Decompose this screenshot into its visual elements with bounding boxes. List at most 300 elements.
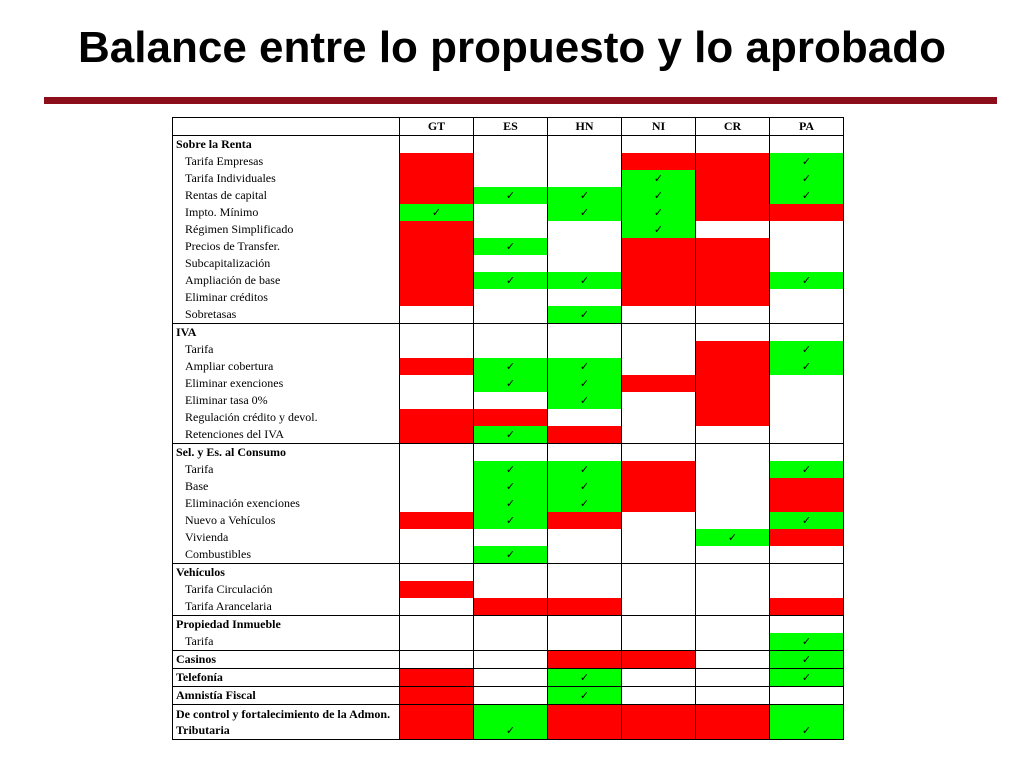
cell-hn (548, 461, 622, 478)
cell-gt (400, 705, 474, 740)
cell-pa (770, 598, 844, 616)
table-row (173, 170, 844, 187)
cell-cr (696, 392, 770, 409)
cell-ni (622, 495, 696, 512)
cell-es (474, 153, 548, 170)
cell-ni (622, 238, 696, 255)
cell-gt (400, 633, 474, 651)
col-header-pa: PA (770, 118, 844, 136)
checkmark-icon: ✓ (505, 514, 516, 527)
cell-hn (548, 581, 622, 598)
cell-pa (770, 289, 844, 306)
cell-es (474, 546, 548, 564)
cell-es (474, 581, 548, 598)
checkmark-icon: ✓ (801, 653, 812, 666)
cell-gt (400, 512, 474, 529)
row-label: Regulación crédito y devol. (173, 409, 400, 426)
cell-ni (622, 153, 696, 170)
row-label: Tarifa Circulación (173, 581, 400, 598)
table-body (173, 136, 844, 740)
cell-pa (770, 426, 844, 444)
cell-hn (548, 170, 622, 187)
row-label: Tarifa Empresas (173, 153, 400, 170)
row-label: Subcapitalización (173, 255, 400, 272)
row-label: Vivienda (173, 529, 400, 546)
cell-ni (622, 651, 696, 669)
cell-hn (548, 546, 622, 564)
cell-ni (622, 375, 696, 392)
checkmark-icon: ✓ (801, 343, 812, 356)
row-label: Régimen Simplificado (173, 221, 400, 238)
checkmark-icon: ✓ (579, 689, 590, 702)
cell-gt (400, 598, 474, 616)
row-label: Eliminar créditos (173, 289, 400, 306)
cell-es (474, 598, 548, 616)
checkmark-icon: ✓ (505, 724, 516, 737)
cell-ni (622, 687, 696, 705)
row-label: Base (173, 478, 400, 495)
table-row (173, 221, 844, 238)
cell-cr (696, 170, 770, 187)
cell-hn (548, 444, 622, 462)
table-row (173, 633, 844, 651)
cell-pa (770, 669, 844, 687)
cell-pa (770, 478, 844, 495)
cell-pa (770, 651, 844, 669)
cell-gt (400, 669, 474, 687)
checkmark-icon: ✓ (579, 189, 590, 202)
cell-pa (770, 461, 844, 478)
cell-cr (696, 669, 770, 687)
cell-es (474, 306, 548, 324)
cell-hn (548, 495, 622, 512)
cell-ni (622, 461, 696, 478)
cell-pa (770, 187, 844, 204)
cell-cr (696, 272, 770, 289)
cell-cr (696, 341, 770, 358)
cell-ni (622, 598, 696, 616)
checkmark-icon: ✓ (431, 206, 442, 219)
table-row (173, 358, 844, 375)
checkmark-icon: ✓ (801, 155, 812, 168)
cell-cr (696, 633, 770, 651)
section-label: Casinos (173, 651, 400, 669)
table-row (173, 392, 844, 409)
section-label: De control y fortalecimiento de la Admon. Tributaria (173, 705, 400, 740)
cell-es (474, 136, 548, 154)
cell-es (474, 341, 548, 358)
cell-pa (770, 495, 844, 512)
cell-ni (622, 255, 696, 272)
table-row (173, 153, 844, 170)
checkmark-icon: ✓ (505, 274, 516, 287)
cell-pa (770, 358, 844, 375)
cell-es (474, 392, 548, 409)
checkmark-icon: ✓ (801, 274, 812, 287)
cell-cr (696, 153, 770, 170)
section-label: Amnistía Fiscal (173, 687, 400, 705)
cell-hn (548, 255, 622, 272)
cell-pa (770, 170, 844, 187)
checkmark-icon: ✓ (505, 480, 516, 493)
cell-hn (548, 324, 622, 342)
cell-ni (622, 564, 696, 582)
cell-gt (400, 529, 474, 546)
cell-cr (696, 598, 770, 616)
cell-gt (400, 392, 474, 409)
cell-pa (770, 564, 844, 582)
cell-cr (696, 306, 770, 324)
checkmark-icon: ✓ (579, 206, 590, 219)
row-label: Sobretasas (173, 306, 400, 324)
cell-pa (770, 272, 844, 289)
cell-es (474, 512, 548, 529)
header-blank (173, 118, 400, 136)
checkmark-icon: ✓ (579, 480, 590, 493)
cell-es (474, 204, 548, 221)
table-section-row (173, 136, 844, 154)
cell-es (474, 255, 548, 272)
row-label: Tarifa Arancelaria (173, 598, 400, 616)
cell-gt (400, 687, 474, 705)
cell-gt (400, 221, 474, 238)
cell-cr (696, 512, 770, 529)
row-label: Nuevo a Vehículos (173, 512, 400, 529)
section-label: Sobre la Renta (173, 136, 400, 154)
cell-ni (622, 633, 696, 651)
cell-ni (622, 529, 696, 546)
cell-cr (696, 461, 770, 478)
cell-hn (548, 633, 622, 651)
table-section-row (173, 687, 844, 705)
cell-hn (548, 409, 622, 426)
section-label: Sel. y Es. al Consumo (173, 444, 400, 462)
cell-ni (622, 392, 696, 409)
table-header-row (173, 118, 844, 136)
cell-cr (696, 478, 770, 495)
cell-pa (770, 375, 844, 392)
cell-ni (622, 289, 696, 306)
cell-pa (770, 616, 844, 634)
checkmark-icon: ✓ (801, 724, 812, 737)
cell-es (474, 170, 548, 187)
cell-cr (696, 546, 770, 564)
row-label: Tarifa Individuales (173, 170, 400, 187)
table-row (173, 255, 844, 272)
cell-gt (400, 289, 474, 306)
checkmark-icon: ✓ (505, 360, 516, 373)
row-label: Tarifa (173, 461, 400, 478)
cell-cr (696, 358, 770, 375)
cell-pa (770, 221, 844, 238)
cell-gt (400, 255, 474, 272)
cell-hn (548, 478, 622, 495)
checkmark-icon: ✓ (579, 497, 590, 510)
cell-cr (696, 238, 770, 255)
checkmark-icon: ✓ (505, 189, 516, 202)
cell-ni (622, 616, 696, 634)
balance-table (172, 117, 844, 740)
cell-hn (548, 238, 622, 255)
table-row (173, 598, 844, 616)
checkmark-icon: ✓ (801, 172, 812, 185)
section-label: Telefonía (173, 669, 400, 687)
cell-hn (548, 705, 622, 740)
table-section-row (173, 669, 844, 687)
cell-es (474, 272, 548, 289)
cell-hn (548, 529, 622, 546)
cell-es (474, 324, 548, 342)
checkmark-icon: ✓ (505, 463, 516, 476)
cell-pa (770, 204, 844, 221)
table-section-row (173, 444, 844, 462)
row-label: Ampliar cobertura (173, 358, 400, 375)
cell-cr (696, 581, 770, 598)
cell-es (474, 495, 548, 512)
table-section-row (173, 651, 844, 669)
cell-cr (696, 289, 770, 306)
cell-gt (400, 495, 474, 512)
cell-es (474, 564, 548, 582)
cell-es (474, 444, 548, 462)
cell-gt (400, 187, 474, 204)
cell-gt (400, 444, 474, 462)
cell-ni (622, 512, 696, 529)
table-row (173, 306, 844, 324)
checkmark-icon: ✓ (801, 671, 812, 684)
cell-es (474, 687, 548, 705)
cell-gt (400, 478, 474, 495)
section-label: Vehículos (173, 564, 400, 582)
cell-hn (548, 358, 622, 375)
table-row (173, 341, 844, 358)
cell-pa (770, 136, 844, 154)
cell-cr (696, 495, 770, 512)
cell-pa (770, 392, 844, 409)
cell-pa (770, 529, 844, 546)
cell-pa (770, 581, 844, 598)
cell-es (474, 426, 548, 444)
cell-ni (622, 669, 696, 687)
cell-cr (696, 564, 770, 582)
row-label: Combustibles (173, 546, 400, 564)
checkmark-icon: ✓ (653, 223, 664, 236)
cell-hn (548, 669, 622, 687)
cell-cr (696, 651, 770, 669)
page-title: Balance entre lo propuesto y lo aprobado (78, 23, 946, 72)
col-header-gt: GT (400, 118, 474, 136)
cell-pa (770, 633, 844, 651)
checkmark-icon: ✓ (727, 531, 738, 544)
table-row (173, 272, 844, 289)
cell-ni (622, 426, 696, 444)
cell-es (474, 529, 548, 546)
cell-hn (548, 564, 622, 582)
checkmark-icon: ✓ (579, 274, 590, 287)
cell-hn (548, 204, 622, 221)
cell-pa (770, 512, 844, 529)
checkmark-icon: ✓ (579, 463, 590, 476)
cell-es (474, 358, 548, 375)
cell-ni (622, 358, 696, 375)
cell-cr (696, 409, 770, 426)
cell-gt (400, 272, 474, 289)
row-label: Ampliación de base (173, 272, 400, 289)
cell-ni (622, 478, 696, 495)
section-label: Propiedad Inmueble (173, 616, 400, 634)
cell-cr (696, 255, 770, 272)
table-section-row (173, 616, 844, 634)
checkmark-icon: ✓ (505, 377, 516, 390)
cell-es (474, 238, 548, 255)
cell-pa (770, 687, 844, 705)
checkmark-icon: ✓ (579, 394, 590, 407)
table-row (173, 461, 844, 478)
cell-gt (400, 546, 474, 564)
cell-cr (696, 529, 770, 546)
cell-pa (770, 546, 844, 564)
table-section-row (173, 564, 844, 582)
table-row (173, 426, 844, 444)
cell-gt (400, 461, 474, 478)
cell-cr (696, 444, 770, 462)
cell-hn (548, 392, 622, 409)
table-row (173, 529, 844, 546)
table-row (173, 478, 844, 495)
checkmark-icon: ✓ (801, 360, 812, 373)
cell-ni (622, 136, 696, 154)
cell-pa (770, 238, 844, 255)
cell-cr (696, 187, 770, 204)
cell-cr (696, 687, 770, 705)
cell-es (474, 669, 548, 687)
cell-pa (770, 306, 844, 324)
cell-hn (548, 512, 622, 529)
cell-cr (696, 136, 770, 154)
cell-ni (622, 272, 696, 289)
cell-es (474, 409, 548, 426)
table-section-row (173, 705, 844, 740)
cell-pa (770, 153, 844, 170)
checkmark-icon: ✓ (505, 240, 516, 253)
checkmark-icon: ✓ (801, 189, 812, 202)
row-label: Precios de Transfer. (173, 238, 400, 255)
checkmark-icon: ✓ (579, 360, 590, 373)
cell-hn (548, 341, 622, 358)
cell-pa (770, 255, 844, 272)
col-header-cr: CR (696, 118, 770, 136)
cell-cr (696, 616, 770, 634)
section-label: IVA (173, 324, 400, 342)
cell-hn (548, 426, 622, 444)
cell-es (474, 616, 548, 634)
cell-es (474, 221, 548, 238)
checkmark-icon: ✓ (579, 377, 590, 390)
cell-pa (770, 324, 844, 342)
cell-hn (548, 687, 622, 705)
cell-ni (622, 705, 696, 740)
checkmark-icon: ✓ (579, 308, 590, 321)
cell-gt (400, 306, 474, 324)
checkmark-icon: ✓ (505, 497, 516, 510)
row-label: Rentas de capital (173, 187, 400, 204)
cell-hn (548, 272, 622, 289)
cell-pa (770, 444, 844, 462)
table-row (173, 581, 844, 598)
cell-es (474, 461, 548, 478)
col-header-hn: HN (548, 118, 622, 136)
cell-pa (770, 705, 844, 740)
checkmark-icon: ✓ (653, 206, 664, 219)
cell-cr (696, 324, 770, 342)
table-row (173, 375, 844, 392)
col-header-es: ES (474, 118, 548, 136)
cell-ni (622, 187, 696, 204)
cell-gt (400, 238, 474, 255)
col-header-ni: NI (622, 118, 696, 136)
cell-gt (400, 651, 474, 669)
cell-cr (696, 375, 770, 392)
cell-gt (400, 341, 474, 358)
cell-cr (696, 221, 770, 238)
table-row (173, 546, 844, 564)
table-row (173, 187, 844, 204)
cell-gt (400, 358, 474, 375)
cell-hn (548, 136, 622, 154)
cell-es (474, 187, 548, 204)
cell-gt (400, 564, 474, 582)
cell-gt (400, 409, 474, 426)
row-label: Tarifa (173, 341, 400, 358)
checkmark-icon: ✓ (653, 189, 664, 202)
cell-gt (400, 170, 474, 187)
row-label: Tarifa (173, 633, 400, 651)
cell-es (474, 651, 548, 669)
cell-gt (400, 426, 474, 444)
cell-gt (400, 136, 474, 154)
row-label: Eliminación exenciones (173, 495, 400, 512)
cell-gt (400, 324, 474, 342)
cell-hn (548, 616, 622, 634)
checkmark-icon: ✓ (801, 514, 812, 527)
title-divider (44, 97, 997, 104)
row-label: Eliminar exenciones (173, 375, 400, 392)
checkmark-icon: ✓ (505, 428, 516, 441)
cell-ni (622, 306, 696, 324)
checkmark-icon: ✓ (801, 463, 812, 476)
checkmark-icon: ✓ (653, 172, 664, 185)
row-label: Retenciones del IVA (173, 426, 400, 444)
cell-cr (696, 705, 770, 740)
table-section-row (173, 324, 844, 342)
cell-cr (696, 426, 770, 444)
table-row (173, 289, 844, 306)
cell-hn (548, 598, 622, 616)
cell-ni (622, 409, 696, 426)
cell-ni (622, 221, 696, 238)
cell-gt (400, 375, 474, 392)
cell-hn (548, 289, 622, 306)
cell-es (474, 633, 548, 651)
cell-ni (622, 581, 696, 598)
cell-es (474, 289, 548, 306)
cell-es (474, 705, 548, 740)
table-row (173, 409, 844, 426)
cell-ni (622, 546, 696, 564)
cell-gt (400, 581, 474, 598)
cell-es (474, 375, 548, 392)
row-label: Eliminar tasa 0% (173, 392, 400, 409)
